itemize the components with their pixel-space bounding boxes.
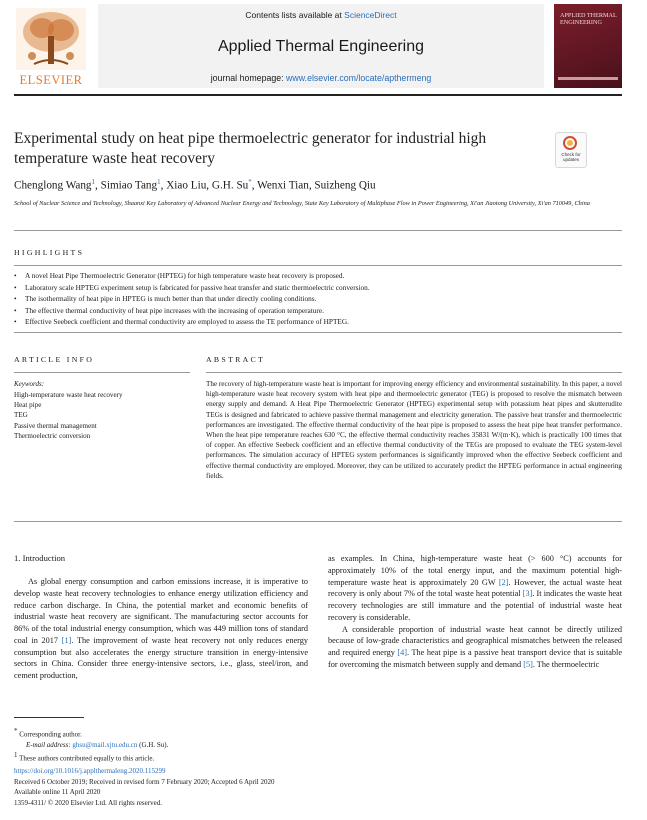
highlight-item: • Laboratory scale HPTEG experiment setup is fabricated for passive heat transfer and static thermoelectric conversion. [14,282,622,294]
keyword-item[interactable]: Passive thermal management [14,421,97,430]
highlight-item: • A novel Heat Pipe Thermoelectric Generator (HPTEG) for high temperature waste heat recovery is proposed. [14,270,622,282]
contents-line: Contents lists available at ScienceDirect [245,10,397,20]
author-name[interactable]: Wenxi Tian [257,179,309,192]
highlight-item: • The effective thermal conductivity of heat pipe increases with the increasing of operation temperature. [14,305,622,317]
cover-title: APPLIED THERMAL ENGINEERING [560,12,617,26]
author-name[interactable]: Chenglong Wang [14,179,92,192]
author-name[interactable]: Simiao Tang [100,179,158,192]
abstract-text: The recovery of high-temperature waste heat is important for improving energy efficiency and environmental sustainability. In this paper, a novel high-temperature waste heat recovery system with heat pipe and thermoelectric generator (TEG) is proposed to resolve the mismatch between energy supply and demand. A Heat Pipe Thermoelectric Generator (HPTEG) experimental setup with potassium heat pipes and skutterudite TEGs is designed and fabricated to achieve passive thermal management and electricity generation. The passive heat transfer and thermoelectric performances are investigated. The effective thermal conductivity of the heat pipe is proposed to assess the heat pipe heat transfer performance. When the heat pipe temperature reaches 630 °C, the effective thermal conductivity reaches 35831 W/(m·K), which is practically 100 times that of copper. An effective Seebeck coefficient and an effective thermal conductivity of the TEGs are proposed to evaluate the TEG system-level performances. The simulation accuracy of HPTEG system performances is significantly improved when the effective Seebeck coefficient and effective thermal conductivity are employed. Moreover, they can be utilized to accurately predict the HPTEG performance in actual engineering fields. [206,380,622,480]
available-online: Available online 11 April 2020 [14,788,101,796]
journal-cover [554,4,622,88]
publisher-logo [14,6,88,88]
body-paragraph: As global energy consumption and carbon emissions increase, it is imperative to develop waste heat recovery technologies to enhance energy utilization efficiency and reduce carbon discharge. In China, the potential market and economic benefits of industrial waste heat recovery are significant. The manufacturing sector accounts for 86% of the total industrial energy consumption, which was 449 million tons of standard coal in 2017 [1]. The improvement of waste heat recovery not only reduces energy consumption but also accelerates the energy structure transition in energy-intensive sectors in China. Consider three energy-intensive sectors, i.e., glass, steel/iron, and cement production, [14,577,308,680]
body-right-column [328,553,622,671]
homepage-line: journal homepage: www.elsevier.com/locate/apthermeng [210,73,432,83]
keyword-item[interactable]: Heat pipe [14,401,42,410]
check-for-updates-button[interactable] [555,132,587,168]
journal-homepage-link[interactable]: www.elsevier.com/locate/apthermeng [286,73,432,83]
keyword-item[interactable]: High-temperature waste heat recovery [14,391,123,399]
divider [14,332,622,333]
author-name[interactable]: Suizheng Qiu [314,179,376,192]
author-email-link[interactable]: ghsu@mail.xjtu.edu.cn [72,740,138,749]
keywords-list [14,390,123,441]
footnote-divider [14,717,84,718]
highlights-list [14,270,622,328]
author-list: Chenglong Wang$^1$, Simiao Tang$^1$, Xiao Liu, G.H. Su*, Wenxi Tian, Suizheng Qiu [14,178,376,192]
keywords-heading: Keywords: [14,380,45,388]
author-name[interactable]: G.H. Su [211,179,249,192]
author-mark[interactable]: 1 [157,178,161,186]
body-paragraph: A considerable proportion of industrial waste heat cannot be directly utilized because of low-grade characteristics and geographical mismatches between the released and required energy [4]. The heat pipe is a passive heat transport device that is suitable for overcoming the mismatch between supply and demand [5]. The thermoelectric [328,624,623,669]
copyright: 1359-4311/ © 2020 Elsevier Ltd. All rights reserved. [14,798,162,807]
divider [14,230,622,231]
author-name[interactable]: Xiao Liu [166,179,207,192]
citation-link[interactable]: [1] [61,635,72,645]
divider [14,521,622,522]
keyword-item[interactable]: TEG [14,411,28,420]
citation-link[interactable]: [2] [498,577,509,587]
crossmark-label: Check for updates [561,152,581,162]
publisher-name: ELSEVIER [19,73,83,87]
section-heading: 1. Introduction [14,553,66,563]
citation-link[interactable]: [4] [397,648,408,657]
doi-link[interactable]: https://doi.org/10.1016/j.applthermaleng.2020.115299 [14,767,166,775]
citation-link[interactable]: [3] [522,589,533,599]
author-mark[interactable]: * [248,178,252,186]
divider [14,265,622,266]
article-info-heading: ARTICLE INFO [14,355,95,364]
elsevier-tree-icon [14,6,88,72]
highlight-item: • Effective Seebeck coefficient and thermal conductivity are employed to assess the TE performance of HPTEG. [14,316,622,328]
received-dates: Received 6 October 2019; Received in revised form 7 February 2020; Accepted 6 April 2020 [14,777,275,786]
citation-link[interactable]: [5] [523,659,533,669]
header-divider [14,94,622,96]
author-mark[interactable]: 1 [91,178,96,186]
highlights-heading: HIGHLIGHTS [14,248,85,257]
article-title: Experimental study on heat pipe thermoelectric generator for industrial high temperature waste heat recovery [14,130,487,167]
footnotes [14,726,168,763]
highlight-item: • The isothermality of heat pipe in HPTEG is much better than that under directly cooling conditions. [14,293,622,305]
sciencedirect-link[interactable]: ScienceDirect [344,10,397,20]
article-footer [14,766,274,808]
journal-title: Applied Thermal Engineering [217,38,425,55]
affiliation: School of Nuclear Science and Technology, Shaanxi Key Laboratory of Advanced Nuclear Energy and Technology, State Key Laboratory of Multiphase Flow in Power Engineering, Xi'an Jiaotong University, Xi'an 710049, China [14,200,590,207]
abstract-heading: ABSTRACT [206,355,266,364]
journal-header [98,4,544,88]
keyword-item[interactable]: Thermoelectric conversion [14,431,91,440]
body-paragraph: as examples. In China, high-temperature waste heat (> 600 °C) accounts for approximately 10% of the total energy input, and the maximum potential high-temperature waste heat is approximately 20 GW [2]. However, the actual waste heat recovery is only about 7% of the total waste heat potential [3]. It indicates the waste heat recovery technologies are still immature and the potential of industrial waste heat recovery is considerable. [328,554,623,622]
equal-contribution-footnote: $^1$ These authors contributed equally to this article. [14,750,155,763]
corresponding-footnote: * Corresponding author. [14,727,82,739]
divider [14,372,190,373]
divider [206,372,622,373]
email-footnote: E-mail address: ghsu@mail.xjtu.edu.cn (G.H. Su). [26,740,169,749]
